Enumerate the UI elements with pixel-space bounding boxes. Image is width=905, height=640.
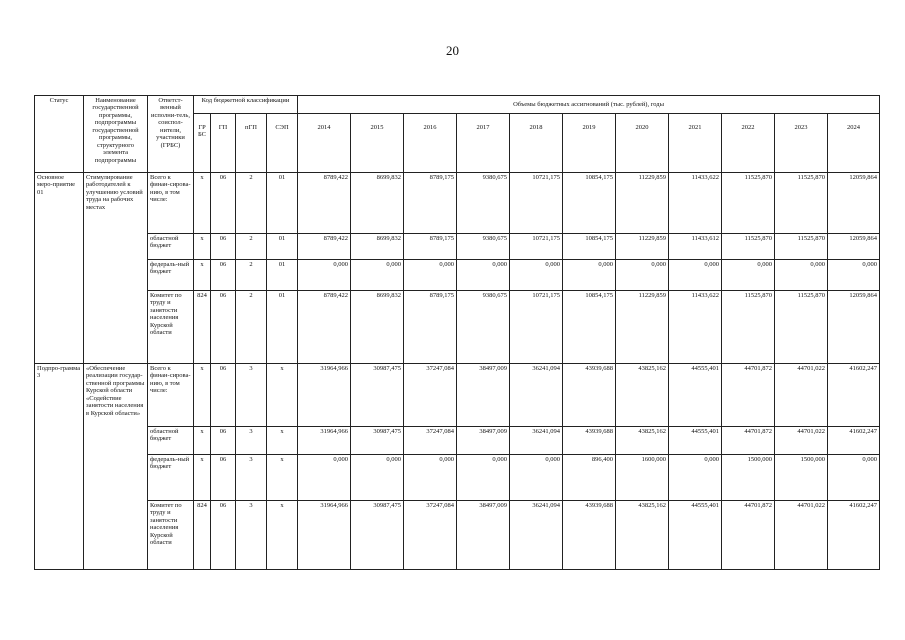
row-budget-code: 3 [236, 364, 267, 427]
row-year-value: 11525,870 [722, 173, 775, 234]
row-budget-code: 824 [194, 291, 211, 364]
row-year-value: 30987,475 [351, 364, 404, 427]
row-year-value: 12059,864 [828, 173, 880, 234]
row-year-value: 0,000 [828, 455, 880, 501]
row-year-value: 12059,864 [828, 291, 880, 364]
row-budget-code: х [194, 260, 211, 291]
row-executor: федераль-ный бюджет [148, 455, 194, 501]
row-year-value: 44701,022 [775, 501, 828, 570]
row-year-value: 10854,175 [563, 173, 616, 234]
row-year-value: 0,000 [510, 260, 563, 291]
header-volumes: Объемы бюджетных ассигнований (тыс. рублей), годы [298, 96, 880, 114]
row-budget-code: 2 [236, 173, 267, 234]
row-executor: Всего к финан-сирова-нию, в том числе: [148, 173, 194, 234]
table-row [35, 260, 880, 291]
row-year-value: 11433,622 [669, 173, 722, 234]
row-year-value: 43825,162 [616, 364, 669, 427]
row-year-value: 0,000 [563, 260, 616, 291]
row-year-value: 0,000 [457, 260, 510, 291]
row-year-value: 37247,084 [404, 427, 457, 455]
row-year-value: 38497,009 [457, 427, 510, 455]
row-year-value: 11229,859 [616, 234, 669, 260]
table-row [35, 427, 880, 455]
row-budget-code: 06 [211, 291, 236, 364]
row-year-value: 11525,870 [775, 234, 828, 260]
table-row [35, 501, 880, 570]
row-year-value: 0,000 [351, 455, 404, 501]
header-executor: Ответст-венный исполни-тель, соиспол-нители, участники (ГРБС) [148, 96, 194, 173]
row-budget-code: х [194, 364, 211, 427]
header-year: 2018 [510, 114, 563, 173]
row-year-value: 10721,175 [510, 173, 563, 234]
header-status: Статус [35, 96, 84, 173]
row-status: Подпро-грамма 3 [35, 364, 84, 570]
row-budget-code: 06 [211, 234, 236, 260]
row-year-value: 36241,094 [510, 501, 563, 570]
row-year-value: 11229,859 [616, 291, 669, 364]
row-year-value: 8789,175 [404, 291, 457, 364]
row-program-name: Стимулирование работодателей к улучшению условий труда на рабочих местах [84, 173, 148, 364]
row-budget-code: 01 [267, 260, 298, 291]
row-year-value: 8699,832 [351, 234, 404, 260]
row-year-value: 9380,675 [457, 291, 510, 364]
row-year-value: 43825,162 [616, 427, 669, 455]
row-year-value: 10854,175 [563, 234, 616, 260]
row-budget-code: 3 [236, 501, 267, 570]
row-year-value: 0,000 [457, 455, 510, 501]
row-year-value: 10854,175 [563, 291, 616, 364]
row-status: Основное меро-приятие 01 [35, 173, 84, 364]
row-year-value: 0,000 [669, 260, 722, 291]
row-executor: Комитет по труду и занятости населения Курской области [148, 291, 194, 364]
row-year-value: 38497,009 [457, 364, 510, 427]
row-budget-code: х [267, 364, 298, 427]
header-year: 2016 [404, 114, 457, 173]
row-year-value: 11433,612 [669, 234, 722, 260]
header-year: 2014 [298, 114, 351, 173]
header-code-gp: ГП [211, 114, 236, 173]
row-year-value: 37247,084 [404, 501, 457, 570]
row-year-value: 37247,084 [404, 364, 457, 427]
row-year-value: 0,000 [722, 260, 775, 291]
header-year: 2021 [669, 114, 722, 173]
header-budget-code: Код бюджетной классификации [194, 96, 298, 114]
row-budget-code: х [194, 234, 211, 260]
row-year-value: 41602,247 [828, 427, 880, 455]
row-budget-code: х [194, 455, 211, 501]
table-row [35, 173, 880, 234]
row-year-value: 0,000 [404, 455, 457, 501]
row-year-value: 0,000 [298, 260, 351, 291]
row-budget-code: 06 [211, 364, 236, 427]
row-year-value: 0,000 [775, 260, 828, 291]
row-budget-code: х [267, 501, 298, 570]
row-year-value: 0,000 [510, 455, 563, 501]
row-year-value: 44701,872 [722, 364, 775, 427]
row-year-value: 1600,000 [616, 455, 669, 501]
header-year: 2017 [457, 114, 510, 173]
row-year-value: 1500,000 [775, 455, 828, 501]
row-program-name: «Обеспечение реализации государ-ственной программы Курской области «Содействие занятости населения в Курской области» [84, 364, 148, 570]
row-budget-code: 3 [236, 427, 267, 455]
row-year-value: 0,000 [616, 260, 669, 291]
row-year-value: 31964,966 [298, 364, 351, 427]
row-year-value: 44701,872 [722, 427, 775, 455]
row-year-value: 30987,475 [351, 501, 404, 570]
row-year-value: 38497,009 [457, 501, 510, 570]
row-year-value: 0,000 [298, 455, 351, 501]
row-year-value: 11525,870 [775, 173, 828, 234]
row-year-value: 11525,870 [775, 291, 828, 364]
header-year: 2020 [616, 114, 669, 173]
row-budget-code: 2 [236, 234, 267, 260]
row-executor: областной бюджет [148, 234, 194, 260]
header-year: 2022 [722, 114, 775, 173]
row-year-value: 44555,401 [669, 364, 722, 427]
row-year-value: 36241,094 [510, 364, 563, 427]
row-year-value: 31964,966 [298, 427, 351, 455]
row-year-value: 8789,422 [298, 234, 351, 260]
row-year-value: 896,400 [563, 455, 616, 501]
header-code-sep: СЭП [267, 114, 298, 173]
row-year-value: 11525,870 [722, 234, 775, 260]
row-budget-code: 2 [236, 260, 267, 291]
row-year-value: 43939,688 [563, 364, 616, 427]
row-year-value: 44555,401 [669, 427, 722, 455]
row-year-value: 10721,175 [510, 234, 563, 260]
table-row [35, 364, 880, 427]
header-name: Наименование государственной программы, подпрограммы государственной программы, структурного элемента подпрограммы [84, 96, 148, 173]
row-year-value: 44555,401 [669, 501, 722, 570]
page-number: 20 [446, 43, 459, 58]
row-year-value: 8789,175 [404, 234, 457, 260]
row-executor: областной бюджет [148, 427, 194, 455]
header-year: 2023 [775, 114, 828, 173]
row-budget-code: 824 [194, 501, 211, 570]
row-year-value: 44701,872 [722, 501, 775, 570]
row-budget-code: 06 [211, 173, 236, 234]
row-year-value: 8789,175 [404, 173, 457, 234]
row-year-value: 9380,675 [457, 234, 510, 260]
row-year-value: 0,000 [828, 260, 880, 291]
row-year-value: 43939,688 [563, 427, 616, 455]
row-year-value: 44701,022 [775, 427, 828, 455]
row-budget-code: 06 [211, 427, 236, 455]
row-year-value: 8699,832 [351, 173, 404, 234]
row-year-value: 44701,022 [775, 364, 828, 427]
header-year: 2015 [351, 114, 404, 173]
row-budget-code: х [194, 427, 211, 455]
row-year-value: 8789,422 [298, 291, 351, 364]
row-budget-code: 01 [267, 173, 298, 234]
header-code-pgp: пГП [236, 114, 267, 173]
row-budget-code: 01 [267, 291, 298, 364]
row-budget-code: х [267, 455, 298, 501]
header-row-top [35, 96, 880, 114]
row-year-value: 11525,870 [722, 291, 775, 364]
row-budget-code: 06 [211, 260, 236, 291]
row-budget-code: 06 [211, 455, 236, 501]
row-executor: Всего к финан-сирова-нию, в том числе: [148, 364, 194, 427]
row-year-value: 0,000 [669, 455, 722, 501]
row-executor: федераль-ный бюджет [148, 260, 194, 291]
row-year-value: 8699,832 [351, 291, 404, 364]
table-row [35, 234, 880, 260]
row-year-value: 43825,162 [616, 501, 669, 570]
row-year-value: 41602,247 [828, 364, 880, 427]
header-year: 2019 [563, 114, 616, 173]
table-row [35, 455, 880, 501]
header-code-grbs: ГР БС [194, 114, 211, 173]
row-year-value: 0,000 [404, 260, 457, 291]
row-year-value: 36241,094 [510, 427, 563, 455]
table-body [35, 173, 880, 570]
row-budget-code: 2 [236, 291, 267, 364]
row-executor: Комитет по труду и занятости населения Курской области [148, 501, 194, 570]
row-year-value: 41602,247 [828, 501, 880, 570]
row-year-value: 11433,622 [669, 291, 722, 364]
row-year-value: 31964,966 [298, 501, 351, 570]
row-year-value: 9380,675 [457, 173, 510, 234]
row-budget-code: х [267, 427, 298, 455]
row-budget-code: х [194, 173, 211, 234]
header-year: 2024 [828, 114, 880, 173]
row-year-value: 12059,864 [828, 234, 880, 260]
row-year-value: 8789,422 [298, 173, 351, 234]
row-year-value: 10721,175 [510, 291, 563, 364]
row-year-value: 43939,688 [563, 501, 616, 570]
row-year-value: 11229,859 [616, 173, 669, 234]
budget-allocation-table [34, 95, 880, 570]
row-year-value: 30987,475 [351, 427, 404, 455]
table-row [35, 291, 880, 364]
row-year-value: 1500,000 [722, 455, 775, 501]
row-budget-code: 01 [267, 234, 298, 260]
row-budget-code: 06 [211, 501, 236, 570]
row-year-value: 0,000 [351, 260, 404, 291]
row-budget-code: 3 [236, 455, 267, 501]
